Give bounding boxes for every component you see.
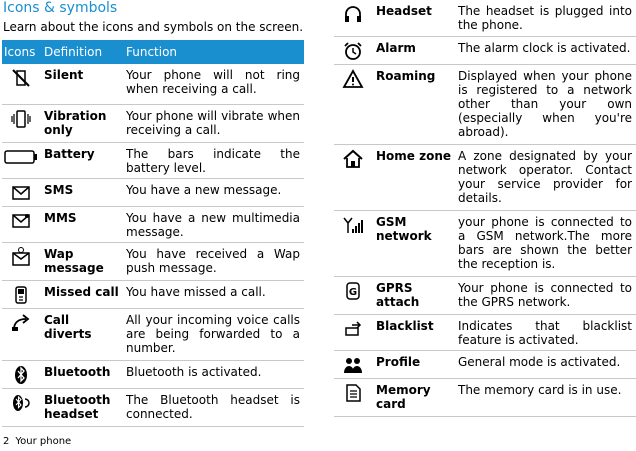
table-row (334, 144, 636, 210)
table-row (334, 64, 636, 144)
table-row (2, 206, 304, 242)
table-row (334, 314, 636, 350)
table-row (2, 388, 304, 426)
gsm-network-icon (342, 215, 364, 235)
row-function: Your phone will vibrate when receiving a call. (122, 104, 304, 142)
row-function: You have a new message. (122, 178, 304, 206)
row-name: GPRS attach (372, 276, 454, 314)
profile-icon (342, 355, 364, 375)
roaming-icon (342, 69, 364, 89)
row-function: You have a new multimedia message. (122, 206, 304, 242)
bluetooth-headset-icon (10, 393, 32, 413)
table-row (334, 36, 636, 64)
table-row (2, 242, 304, 280)
row-name: Missed call (40, 280, 122, 308)
row-name: Headset (372, 0, 454, 36)
page-title: Icons & symbols (3, 0, 118, 16)
row-function: Indicates that blacklist feature is activated. (454, 314, 636, 350)
table-row (2, 64, 304, 104)
row-name: Memory card (372, 378, 454, 416)
symbols-table-left (2, 40, 304, 427)
header-function: Function (122, 40, 304, 64)
table-row (334, 210, 636, 276)
table-row (2, 104, 304, 142)
wap-icon (10, 247, 32, 267)
gprs-attach-icon (342, 281, 364, 301)
row-function: The headset is plugged into the phone. (454, 0, 636, 36)
row-function: All your incoming voice calls are being forwarded to a number. (122, 308, 304, 360)
table-row (2, 178, 304, 206)
header-icons: Icons (2, 40, 40, 64)
svg-text:G: G (348, 286, 358, 298)
row-function: The bars indicate the battery level. (122, 142, 304, 178)
row-name: Bluetooth (40, 360, 122, 388)
table-header (2, 40, 304, 64)
page-number: 2 (3, 436, 10, 447)
table-row (2, 360, 304, 388)
silent-icon (10, 68, 32, 88)
row-function: The memory card is in use. (454, 378, 636, 416)
row-name: Blacklist (372, 314, 454, 350)
row-name: Silent (40, 64, 122, 104)
table-row (334, 378, 636, 416)
row-name: MMS (40, 206, 122, 242)
row-function: Your phone is connected to the GPRS network. (454, 276, 636, 314)
page-footer (3, 436, 77, 447)
sms-icon (10, 183, 32, 203)
row-function: A zone designated by your network operator. Contact your service provider for details. (454, 144, 636, 210)
row-function: You have missed a call. (122, 280, 304, 308)
table-row (2, 308, 304, 360)
row-name: Profile (372, 350, 454, 378)
table-row (2, 280, 304, 308)
table-row (2, 142, 304, 178)
bluetooth-icon (10, 365, 32, 385)
call-divert-icon (10, 313, 32, 333)
row-function: Bluetooth is activated. (122, 360, 304, 388)
row-name: SMS (40, 178, 122, 206)
row-name: GSM network (372, 210, 454, 276)
headset-icon (342, 4, 364, 24)
vibration-icon (10, 109, 32, 129)
symbols-table-right (334, 0, 636, 417)
table-row (334, 0, 636, 36)
mms-icon (10, 211, 32, 231)
row-function: The alarm clock is activated. (454, 36, 636, 64)
section-name: Your phone (15, 436, 72, 447)
blacklist-icon (342, 319, 364, 339)
table-row (334, 276, 636, 314)
intro-text: Learn about the icons and symbols on the screen. (3, 20, 304, 34)
row-function: Displayed when your phone is registered to a network other than your own (especially when you're abroad). (454, 64, 636, 144)
row-name: Vibration only (40, 104, 122, 142)
header-definition: Definition (40, 40, 122, 64)
battery-icon (4, 147, 38, 167)
row-name: Home zone (372, 144, 454, 210)
alarm-icon (342, 41, 364, 61)
row-name: Battery (40, 142, 122, 178)
row-function: Your phone will not ring when receiving a call. (122, 64, 304, 104)
row-function: General mode is activated. (454, 350, 636, 378)
row-name: Roaming (372, 64, 454, 144)
row-name: Wap message (40, 242, 122, 280)
row-function: The Bluetooth headset is connected. (122, 388, 304, 426)
memory-card-icon (342, 383, 364, 403)
row-function: You have received a Wap push message. (122, 242, 304, 280)
table-row (334, 350, 636, 378)
row-name: Call diverts (40, 308, 122, 360)
row-name: Bluetooth headset (40, 388, 122, 426)
missed-call-icon (10, 285, 32, 305)
row-function: your phone is connected to a GSM network.The more bars are shown the better the reception is. (454, 210, 636, 276)
home-zone-icon (342, 149, 364, 169)
row-name: Alarm (372, 36, 454, 64)
